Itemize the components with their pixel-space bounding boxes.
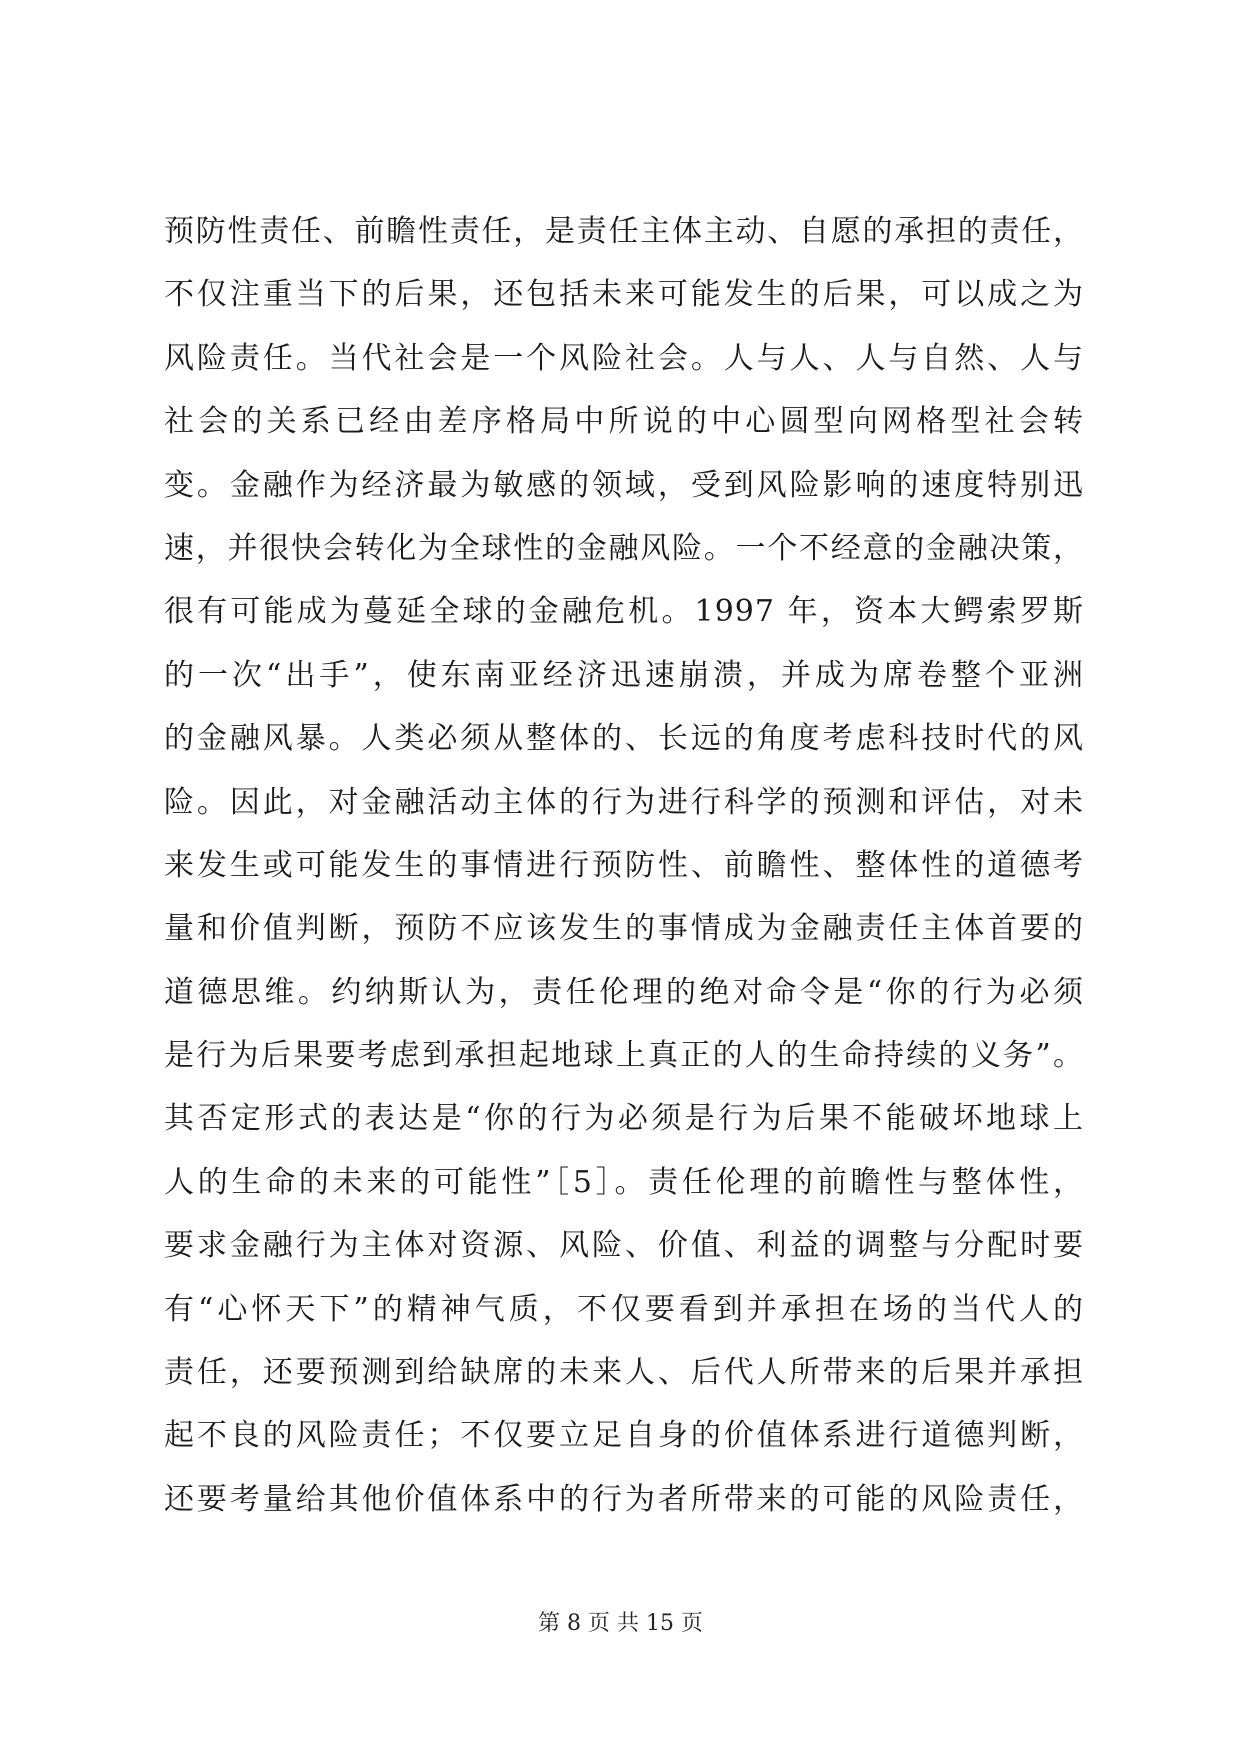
page-number-footer: 第 8 页 共 15 页: [538, 1611, 703, 1636]
text-line: 的一次“出手”，使东南亚经济迅速崩溃，并成为席卷整个亚洲: [164, 657, 1084, 693]
text-line: 还要考量给其他价值体系中的行为者所带来的可能的风险责任，: [164, 1481, 1084, 1517]
text-line: 变。金融作为经济最为敏感的领域，受到风险影响的速度特别迅: [164, 467, 1084, 503]
text-line: 责任，还要预测到给缺席的未来人、后代人所带来的后果并承担: [164, 1355, 1084, 1391]
text-line: 人的生命的未来的可能性”［5］。责任伦理的前瞻性与整体性，: [164, 1164, 1084, 1200]
text-line: 社会的关系已经由差序格局中所说的中心圆型向网格型社会转: [164, 404, 1084, 440]
text-line: 道德思维。约纳斯认为，责任伦理的绝对命令是“你的行为必须: [164, 974, 1084, 1010]
text-line: 险。因此，对金融活动主体的行为进行科学的预测和评估，对未: [164, 784, 1084, 820]
text-line: 预防性责任、前瞻性责任，是责任主体主动、自愿的承担的责任，: [164, 214, 1084, 249]
text-line: 来发生或可能发生的事情进行预防性、前瞻性、整体性的道德考: [164, 847, 1084, 883]
text-line: 的金融风暴。人类必须从整体的、长远的角度考虑科技时代的风: [164, 721, 1084, 757]
text-line: 其否定形式的表达是“你的行为必须是行为后果不能破坏地球上: [164, 1101, 1084, 1137]
text-line: 很有可能成为蔓延全球的金融危机。1997 年，资本大鳄索罗斯: [164, 594, 1084, 630]
text-line: 有“心怀天下”的精神气质，不仅要看到并承担在场的当代人的: [164, 1291, 1084, 1327]
text-line: 速，并很快会转化为全球性的金融风险。一个不经意的金融决策，: [164, 530, 1084, 566]
body-text: [164, 200, 1084, 1531]
text-line: 起不良的风险责任；不仅要立足自身的价值体系进行道德判断，: [164, 1418, 1084, 1454]
text-line: 是行为后果要考虑到承担起地球上真正的人的生命持续的义务”。: [164, 1038, 1084, 1074]
text-line: 不仅注重当下的后果，还包括未来可能发生的后果，可以成之为: [164, 277, 1084, 313]
text-line: 风险责任。当代社会是一个风险社会。人与人、人与自然、人与: [164, 340, 1084, 376]
text-line: 量和价值判断，预防不应该发生的事情成为金融责任主体首要的: [164, 911, 1084, 947]
text-line: 要求金融行为主体对资源、风险、价值、利益的调整与分配时要: [164, 1228, 1084, 1264]
